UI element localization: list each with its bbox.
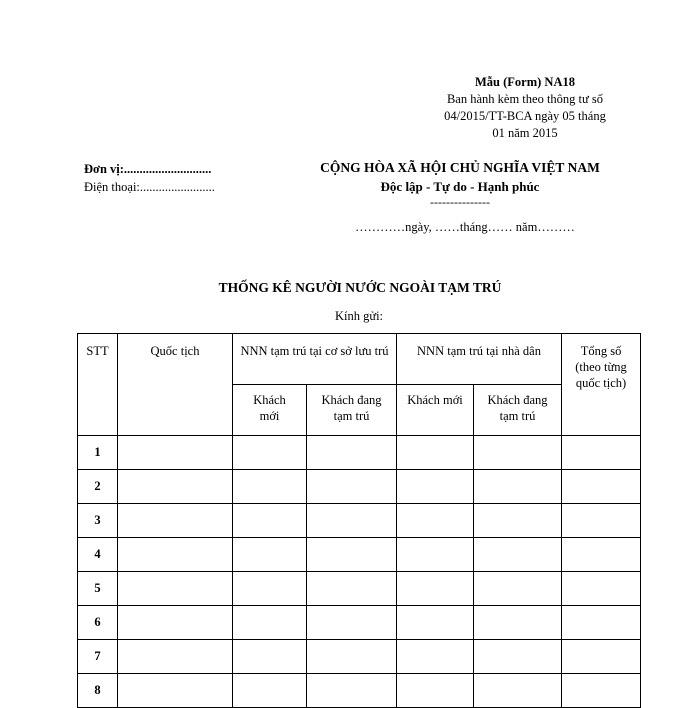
national-header: [300, 158, 620, 208]
nation-name: CỘNG HÒA XÃ HỘI CHỦ NGHĨA VIỆT NAM: [320, 160, 600, 175]
phone-label: Điện thoại:........................: [84, 180, 215, 194]
date-line: …………ngày, ……tháng…… năm………: [355, 220, 575, 234]
header-home-staying-l2: tạm trú: [499, 409, 536, 423]
table-row: [78, 674, 641, 708]
header-facility-staying: [307, 385, 397, 436]
header-nationality: Quốc tịch: [118, 334, 233, 436]
motto-underline: ---------------: [430, 195, 490, 209]
empty-cell: [397, 470, 474, 504]
table-row: [78, 470, 641, 504]
empty-cell: [307, 572, 397, 606]
empty-cell: [233, 504, 307, 538]
empty-cell: [307, 504, 397, 538]
row-number: 5: [78, 572, 118, 606]
document-title: THỐNG KÊ NGƯỜI NƯỚC NGOÀI TẠM TRÚ: [218, 280, 502, 295]
empty-cell: [233, 572, 307, 606]
table-row: [78, 606, 641, 640]
empty-cell: [307, 674, 397, 708]
empty-cell: [562, 470, 641, 504]
header-home-staying-l1: Khách đang: [487, 393, 548, 407]
header-home-new: Khách mới: [397, 385, 474, 436]
header-stt: STT: [78, 334, 118, 436]
empty-cell: [307, 538, 397, 572]
form-info-block: [420, 74, 630, 142]
empty-cell: [474, 572, 562, 606]
empty-cell: [562, 674, 641, 708]
empty-cell: [118, 504, 233, 538]
table-row: [78, 572, 641, 606]
header-group-home: NNN tạm trú tại nhà dân: [397, 334, 562, 385]
empty-cell: [397, 538, 474, 572]
row-number: 7: [78, 640, 118, 674]
empty-cell: [474, 640, 562, 674]
row-number: 1: [78, 436, 118, 470]
empty-cell: [562, 538, 641, 572]
header-facility-staying-l1: Khách đang: [321, 393, 382, 407]
header-total-line-1: Tổng số: [580, 344, 622, 358]
empty-cell: [474, 436, 562, 470]
row-number: 4: [78, 538, 118, 572]
empty-cell: [397, 674, 474, 708]
table-body: [78, 436, 641, 708]
empty-cell: [233, 674, 307, 708]
empty-cell: [233, 436, 307, 470]
header-total: [562, 334, 641, 436]
empty-cell: [307, 436, 397, 470]
row-number: 3: [78, 504, 118, 538]
empty-cell: [397, 504, 474, 538]
empty-cell: [397, 436, 474, 470]
empty-cell: [474, 606, 562, 640]
empty-cell: [397, 640, 474, 674]
empty-cell: [118, 674, 233, 708]
empty-cell: [562, 606, 641, 640]
empty-cell: [562, 504, 641, 538]
empty-cell: [118, 606, 233, 640]
empty-cell: [118, 436, 233, 470]
empty-cell: [474, 470, 562, 504]
header-total-line-2: (theo từng: [575, 360, 627, 374]
unit-label: Đơn vị:............................: [84, 162, 212, 176]
empty-cell: [307, 640, 397, 674]
table-row: [78, 640, 641, 674]
unit-block: [84, 160, 215, 196]
nation-motto: Độc lập - Tự do - Hạnh phúc: [380, 179, 540, 194]
empty-cell: [562, 572, 641, 606]
issued-line-2: 04/2015/TT-BCA ngày 05 tháng: [444, 109, 606, 123]
empty-cell: [118, 538, 233, 572]
empty-cell: [233, 538, 307, 572]
empty-cell: [474, 538, 562, 572]
empty-cell: [307, 606, 397, 640]
empty-cell: [307, 470, 397, 504]
empty-cell: [562, 640, 641, 674]
empty-cell: [118, 572, 233, 606]
empty-cell: [118, 470, 233, 504]
row-number: 2: [78, 470, 118, 504]
empty-cell: [233, 606, 307, 640]
empty-cell: [233, 640, 307, 674]
empty-cell: [397, 606, 474, 640]
header-facility-new-l1: Khách: [253, 393, 286, 407]
header-total-line-3: quốc tịch): [575, 376, 627, 390]
header-facility-staying-l2: tạm trú: [333, 409, 370, 423]
table-row: [78, 436, 641, 470]
recipient-label: Kính gửi:: [334, 309, 384, 323]
empty-cell: [233, 470, 307, 504]
form-code: Mẫu (Form) NA18: [475, 75, 575, 89]
header-group-facility: NNN tạm trú tại cơ sở lưu trú: [233, 334, 397, 385]
statistics-table: [77, 333, 641, 708]
empty-cell: [397, 572, 474, 606]
row-number: 8: [78, 674, 118, 708]
empty-cell: [562, 436, 641, 470]
issued-line-3: 01 năm 2015: [492, 126, 558, 140]
empty-cell: [118, 640, 233, 674]
header-facility-new: [233, 385, 307, 436]
empty-cell: [474, 674, 562, 708]
issued-line-1: Ban hành kèm theo thông tư số: [446, 92, 604, 106]
row-number: 6: [78, 606, 118, 640]
table-row: [78, 538, 641, 572]
table-row: [78, 504, 641, 538]
empty-cell: [474, 504, 562, 538]
header-home-staying: [474, 385, 562, 436]
header-facility-new-l2: mới: [259, 409, 280, 423]
